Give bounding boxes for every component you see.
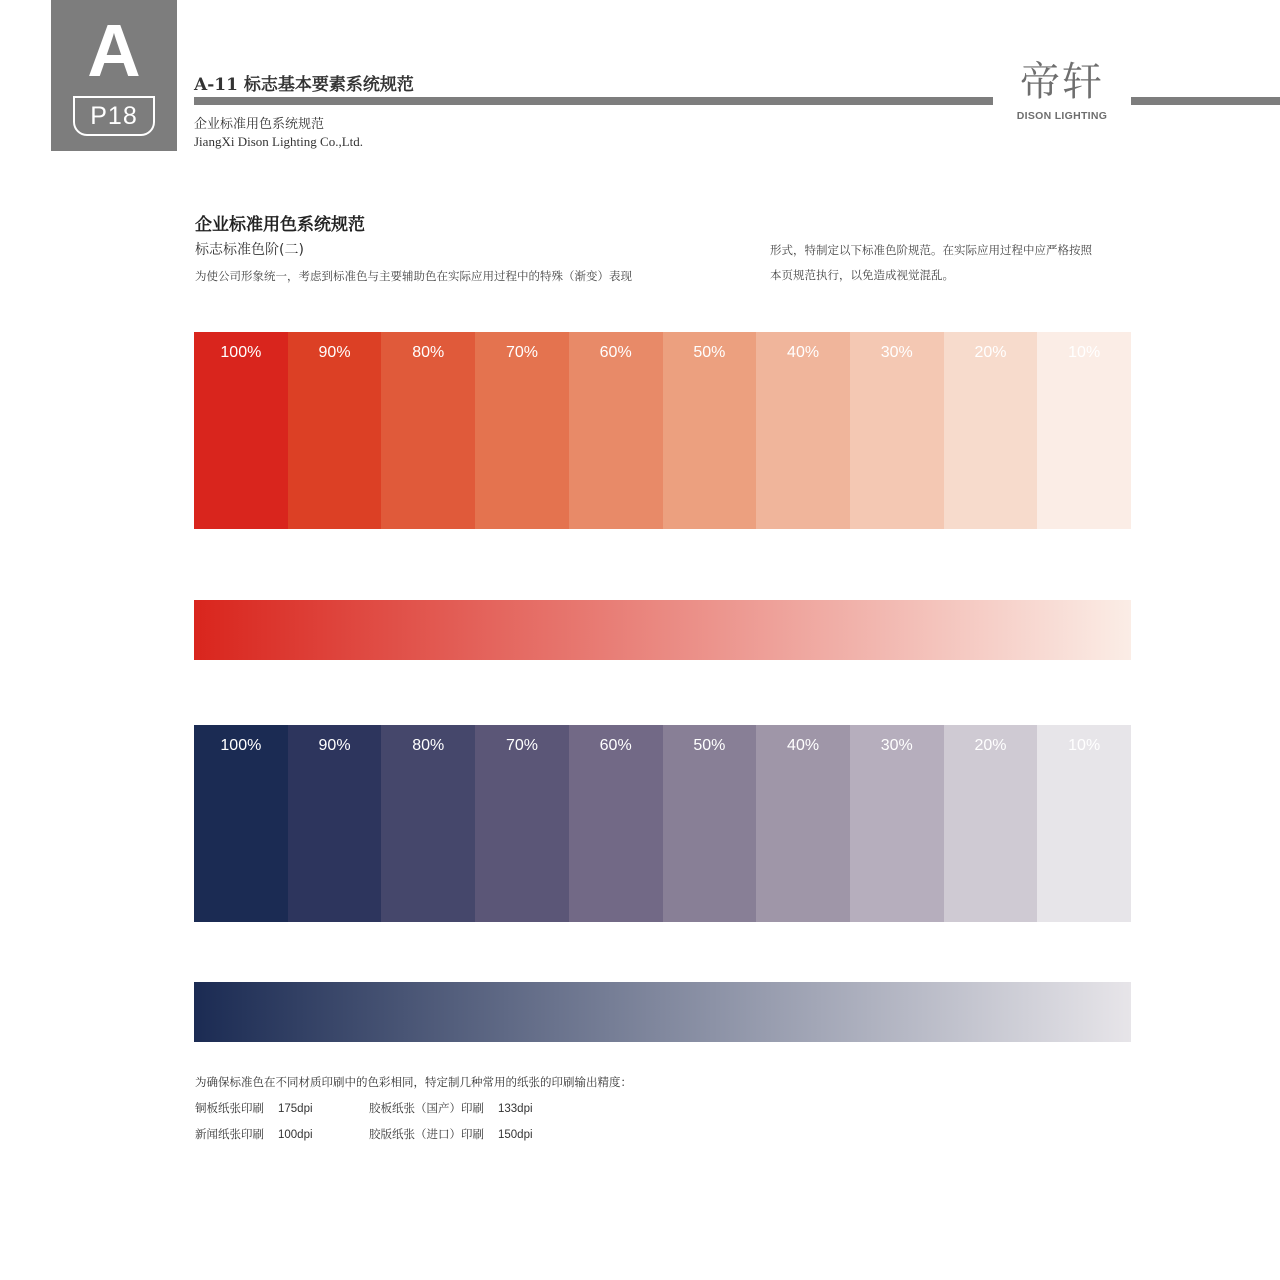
section-title: 企业标准用色系统规范 [195, 215, 365, 235]
print-spec-note: 为确保标准色在不同材质印刷中的色彩相同，特定制几种常用的纸张的印刷输出精度： [195, 1075, 632, 1089]
print-spec-item [195, 1126, 313, 1142]
spec-value: 150dpi [498, 1129, 533, 1141]
red-swatch [944, 332, 1038, 529]
red-tint-scale [194, 332, 1131, 529]
swatch-label: 60% [599, 737, 632, 754]
page-badge [51, 0, 177, 151]
section-subtitle: 标志标准色阶(二) [195, 242, 304, 258]
swatch-label: 80% [412, 737, 445, 754]
blue-swatch [475, 725, 569, 922]
red-swatch [381, 332, 475, 529]
swatch-label: 40% [787, 737, 820, 754]
swatch-label: 20% [974, 344, 1007, 361]
swatch-label: 50% [693, 344, 726, 361]
company-name: JiangXi Dison Lighting Co.,Ltd. [194, 134, 363, 149]
swatch-label: 20% [974, 737, 1007, 754]
spec-label: 胶版纸张（进口）印刷 [369, 1127, 484, 1141]
red-gradient-bar [194, 600, 1131, 660]
swatch-label: 10% [1068, 737, 1101, 754]
swatch-label: 100% [220, 344, 262, 361]
intro-text-line: 本页规范执行，以免造成视觉混乱。 [770, 268, 954, 282]
print-spec-item [369, 1126, 533, 1142]
swatch-label: 30% [880, 344, 913, 361]
blue-swatch [944, 725, 1038, 922]
swatch-label: 10% [1068, 344, 1101, 361]
blue-swatch [850, 725, 944, 922]
spec-label: 铜板纸张印刷 [195, 1101, 264, 1115]
spec-value: 100dpi [278, 1129, 313, 1141]
blue-gradient-bar [194, 982, 1131, 1042]
red-swatch [288, 332, 382, 529]
spec-label: 新闻纸张印刷 [195, 1127, 264, 1141]
spec-value: 175dpi [278, 1103, 313, 1115]
blue-swatch [569, 725, 663, 922]
red-swatch [1037, 332, 1131, 529]
blue-swatch [756, 725, 850, 922]
spec-value: 133dpi [498, 1103, 533, 1115]
print-spec-item [195, 1100, 313, 1116]
intro-text-line: 形式，特制定以下标准色阶规范。在实际应用过程中应严格按照 [770, 243, 1092, 257]
swatch-label: 70% [505, 737, 538, 754]
blue-swatch [194, 725, 288, 922]
blue-swatch [663, 725, 757, 922]
swatch-label: 40% [787, 344, 820, 361]
blue-tint-scale [194, 725, 1131, 922]
swatch-label: 100% [220, 737, 262, 754]
red-swatch [569, 332, 663, 529]
blue-swatch [381, 725, 475, 922]
spec-label: 胶板纸张（国产）印刷 [369, 1101, 484, 1115]
logo-chinese-wordmark: 帝轩 [1020, 59, 1104, 105]
blue-swatch [288, 725, 382, 922]
blue-swatch [1037, 725, 1131, 922]
header-rule-right [1131, 97, 1280, 105]
swatch-label: 30% [880, 737, 913, 754]
header-rule-left [194, 97, 993, 105]
swatch-label: 90% [318, 344, 351, 361]
header-subtitle: 企业标准用色系统规范 [194, 117, 325, 132]
swatch-label: 70% [505, 344, 538, 361]
header-title: A-11 标志基本要素系统规范 [194, 75, 414, 95]
red-swatch [475, 332, 569, 529]
swatch-label: 50% [693, 737, 726, 754]
red-swatch [663, 332, 757, 529]
section-letter: A [87, 9, 141, 92]
red-swatch [850, 332, 944, 529]
swatch-label: 80% [412, 344, 445, 361]
red-swatch [194, 332, 288, 529]
swatch-label: 60% [599, 344, 632, 361]
page-number: P18 [73, 96, 155, 136]
print-spec-item [369, 1100, 533, 1116]
red-swatch [756, 332, 850, 529]
intro-text-right [770, 238, 1140, 288]
intro-text-left: 为使公司形象统一，考虑到标准色与主要辅助色在实际应用过程中的特殊（渐变）表现 [195, 269, 632, 283]
logo-english-wordmark: DISON LIGHTING [1016, 110, 1108, 122]
swatch-label: 90% [318, 737, 351, 754]
